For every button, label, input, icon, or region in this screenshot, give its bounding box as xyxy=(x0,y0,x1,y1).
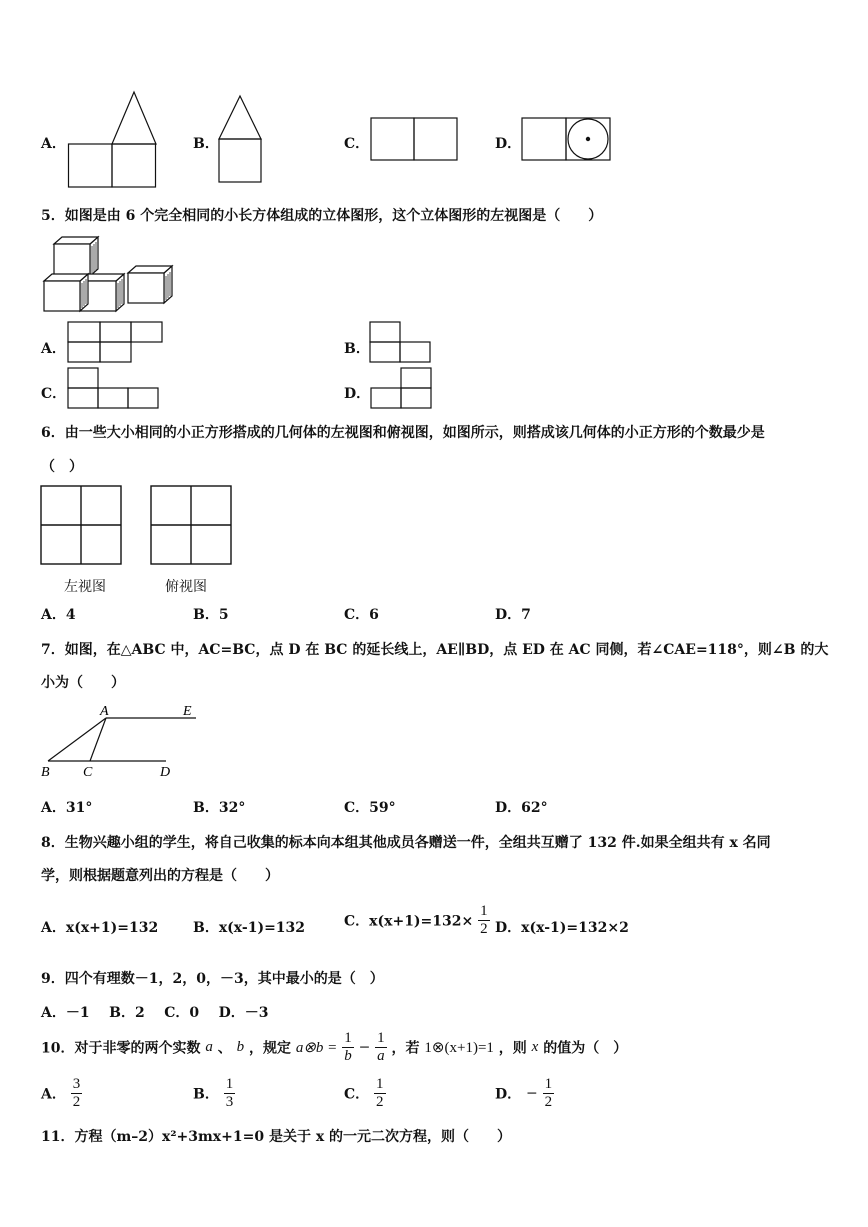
q8-option-c-fraction xyxy=(478,903,490,938)
q10-stem-pre: 10．对于非零的两个实数 xyxy=(41,1040,201,1057)
q4-option-d-label[interactable]: D． xyxy=(495,136,522,152)
q5-option-b-label[interactable]: B． xyxy=(344,341,370,357)
q10-option-c-num: 1 xyxy=(376,1076,384,1092)
q10-option-b[interactable] xyxy=(193,1076,235,1111)
q10-f1-num: 1 xyxy=(344,1030,352,1046)
q10-f2-num: 1 xyxy=(377,1030,385,1046)
q4-option-c-label[interactable]: C． xyxy=(344,136,370,152)
q10-option-d-sign: − xyxy=(526,1085,538,1102)
q8-option-b[interactable]: B．x(x-1)=132 xyxy=(193,920,306,936)
q10-var-a: a xyxy=(205,1039,213,1055)
q10-option-b-num: 1 xyxy=(225,1076,234,1092)
q10-frac-2 xyxy=(375,1030,387,1065)
q10-option-b-fraction xyxy=(224,1076,236,1111)
q10-frac-1 xyxy=(342,1030,354,1065)
q10-stem-mid3: ，则 xyxy=(498,1040,527,1057)
q4-option-b-label[interactable]: B． xyxy=(193,136,219,152)
q5-option-d-figure xyxy=(370,367,434,411)
q10-option-d[interactable] xyxy=(495,1076,554,1111)
q10-option-a[interactable] xyxy=(41,1076,82,1111)
q10-option-c-label: C． xyxy=(344,1086,370,1103)
q10-var-b: b xyxy=(236,1039,245,1055)
q5-option-a-label[interactable]: A． xyxy=(41,341,66,357)
q10-condition: 1⊗(x+1)=1 xyxy=(424,1040,494,1056)
q5-solid-figure xyxy=(42,236,182,316)
q10-option-a-label: A． xyxy=(41,1086,66,1103)
q10-f1-den: b xyxy=(344,1048,352,1064)
q5-option-c-label[interactable]: C． xyxy=(41,386,67,402)
q10-stem-mid2: ，若 xyxy=(391,1040,420,1057)
q8-option-c[interactable] xyxy=(344,903,490,938)
q7-label-b: B xyxy=(41,765,50,780)
q10-minus: − xyxy=(358,1039,371,1056)
q5-option-a-figure xyxy=(67,321,165,365)
q5-option-c-figure xyxy=(67,367,161,411)
q8-option-d[interactable]: D．x(x-1)=132×2 xyxy=(495,920,629,936)
q10-option-a-den: 2 xyxy=(72,1094,81,1110)
q7-label-c: C xyxy=(83,765,93,780)
q8-stem-line2: 学，则根据题意列出的方程是（ ） xyxy=(41,868,279,884)
q10-option-d-den: 2 xyxy=(544,1094,553,1110)
q10-op-expr: a⊗b = xyxy=(295,1040,338,1056)
q6-stem-line2: （ ） xyxy=(41,459,83,475)
q9-options-row xyxy=(41,1002,268,1022)
q10-option-c-den: 2 xyxy=(376,1094,384,1110)
q10-option-d-label: D． xyxy=(495,1086,522,1103)
q8-stem-line1: 8．生物兴趣小组的学生，将自己收集的标本向本组其他成员各赠送一件，全组共互赠了 132 件.如果全组共有 x 名同 xyxy=(41,835,771,851)
q11-stem: 11．方程（m–2）x²+3mx+1=0 是关于 x 的一元二次方程，则（ ） xyxy=(41,1129,512,1145)
q10-option-a-num: 3 xyxy=(72,1076,81,1092)
q10-option-a-fraction xyxy=(71,1076,83,1111)
q6-stem-line1: 6．由一些大小相同的小正方形搭成的几何体的左视图和俯视图，如图所示，则搭成该几何体的小正方形的个数最少是 xyxy=(41,425,765,441)
q7-label-d: D xyxy=(160,765,171,780)
q4-option-d-figure xyxy=(521,117,613,163)
q4-option-b-figure xyxy=(218,95,264,187)
q9-stem: 9．四个有理数－1，2，0，－3，其中最小的是（ ） xyxy=(41,971,384,987)
q8-option-a[interactable]: A．x(x+1)=132 xyxy=(41,920,159,936)
q7-label-e: E xyxy=(183,704,192,719)
q7-option-d[interactable]: D．62° xyxy=(495,800,548,816)
q4-option-a-figure xyxy=(68,92,158,190)
q10-stem-end: 的值为（ ） xyxy=(543,1040,628,1057)
q10-option-d-num: 1 xyxy=(544,1076,553,1092)
q6-option-c[interactable]: C．6 xyxy=(344,607,379,623)
q5-stem: 5．如图是由 6 个完全相同的小长方体组成的立体图形，这个立体图形的左视图是（ ） xyxy=(41,208,603,224)
q10-option-c-fraction xyxy=(374,1076,386,1111)
q10-sep: 、 xyxy=(217,1040,232,1057)
q10-f2-den: a xyxy=(377,1048,385,1064)
q6-left-view-caption: 左视图 xyxy=(64,579,106,595)
q8-frac-den: 2 xyxy=(480,921,488,937)
q10-option-b-den: 3 xyxy=(225,1094,234,1110)
q6-option-d[interactable]: D．7 xyxy=(495,607,531,623)
q5-option-d-label[interactable]: D． xyxy=(344,386,371,402)
q6-top-view-figure xyxy=(150,485,234,567)
q7-triangle-figure xyxy=(38,700,208,782)
q9-option-b[interactable]: B．2 xyxy=(109,1005,145,1021)
q9-option-d[interactable]: D．－3 xyxy=(218,1005,269,1021)
q6-left-view-figure xyxy=(40,485,124,567)
q8-frac-num: 1 xyxy=(480,903,488,919)
q8-option-c-text: C．x(x+1)=132× xyxy=(344,913,474,930)
q4-option-a-label[interactable]: A． xyxy=(41,136,66,152)
q6-top-view-caption: 俯视图 xyxy=(165,579,207,595)
q6-option-b[interactable]: B．5 xyxy=(193,607,229,623)
q10-var-x: x xyxy=(531,1039,539,1055)
q10-option-d-fraction xyxy=(543,1076,555,1111)
q7-label-a: A xyxy=(100,704,109,719)
q5-option-b-figure xyxy=(369,321,433,365)
q7-option-c[interactable]: C．59° xyxy=(344,800,396,816)
q9-option-a[interactable]: A．－1 xyxy=(41,1005,90,1021)
q10-stem xyxy=(41,1030,627,1065)
q4-option-c-figure xyxy=(370,117,460,163)
q9-option-c[interactable]: C．0 xyxy=(164,1005,200,1021)
q10-option-c[interactable] xyxy=(344,1076,386,1111)
q7-option-a[interactable]: A．31° xyxy=(41,800,93,816)
q7-option-b[interactable]: B．32° xyxy=(193,800,246,816)
q7-stem-line1: 7．如图，在△ABC 中，AC=BC，点 D 在 BC 的延长线上，AE∥BD，点 ED 在 AC 同侧，若∠CAE=118°，则∠B 的大 xyxy=(41,642,829,658)
q10-option-b-label: B． xyxy=(193,1086,219,1103)
q10-stem-mid: ，规定 xyxy=(248,1040,291,1057)
q6-option-a[interactable]: A．4 xyxy=(41,607,76,623)
q7-stem-line2: 小为（ ） xyxy=(41,675,125,691)
